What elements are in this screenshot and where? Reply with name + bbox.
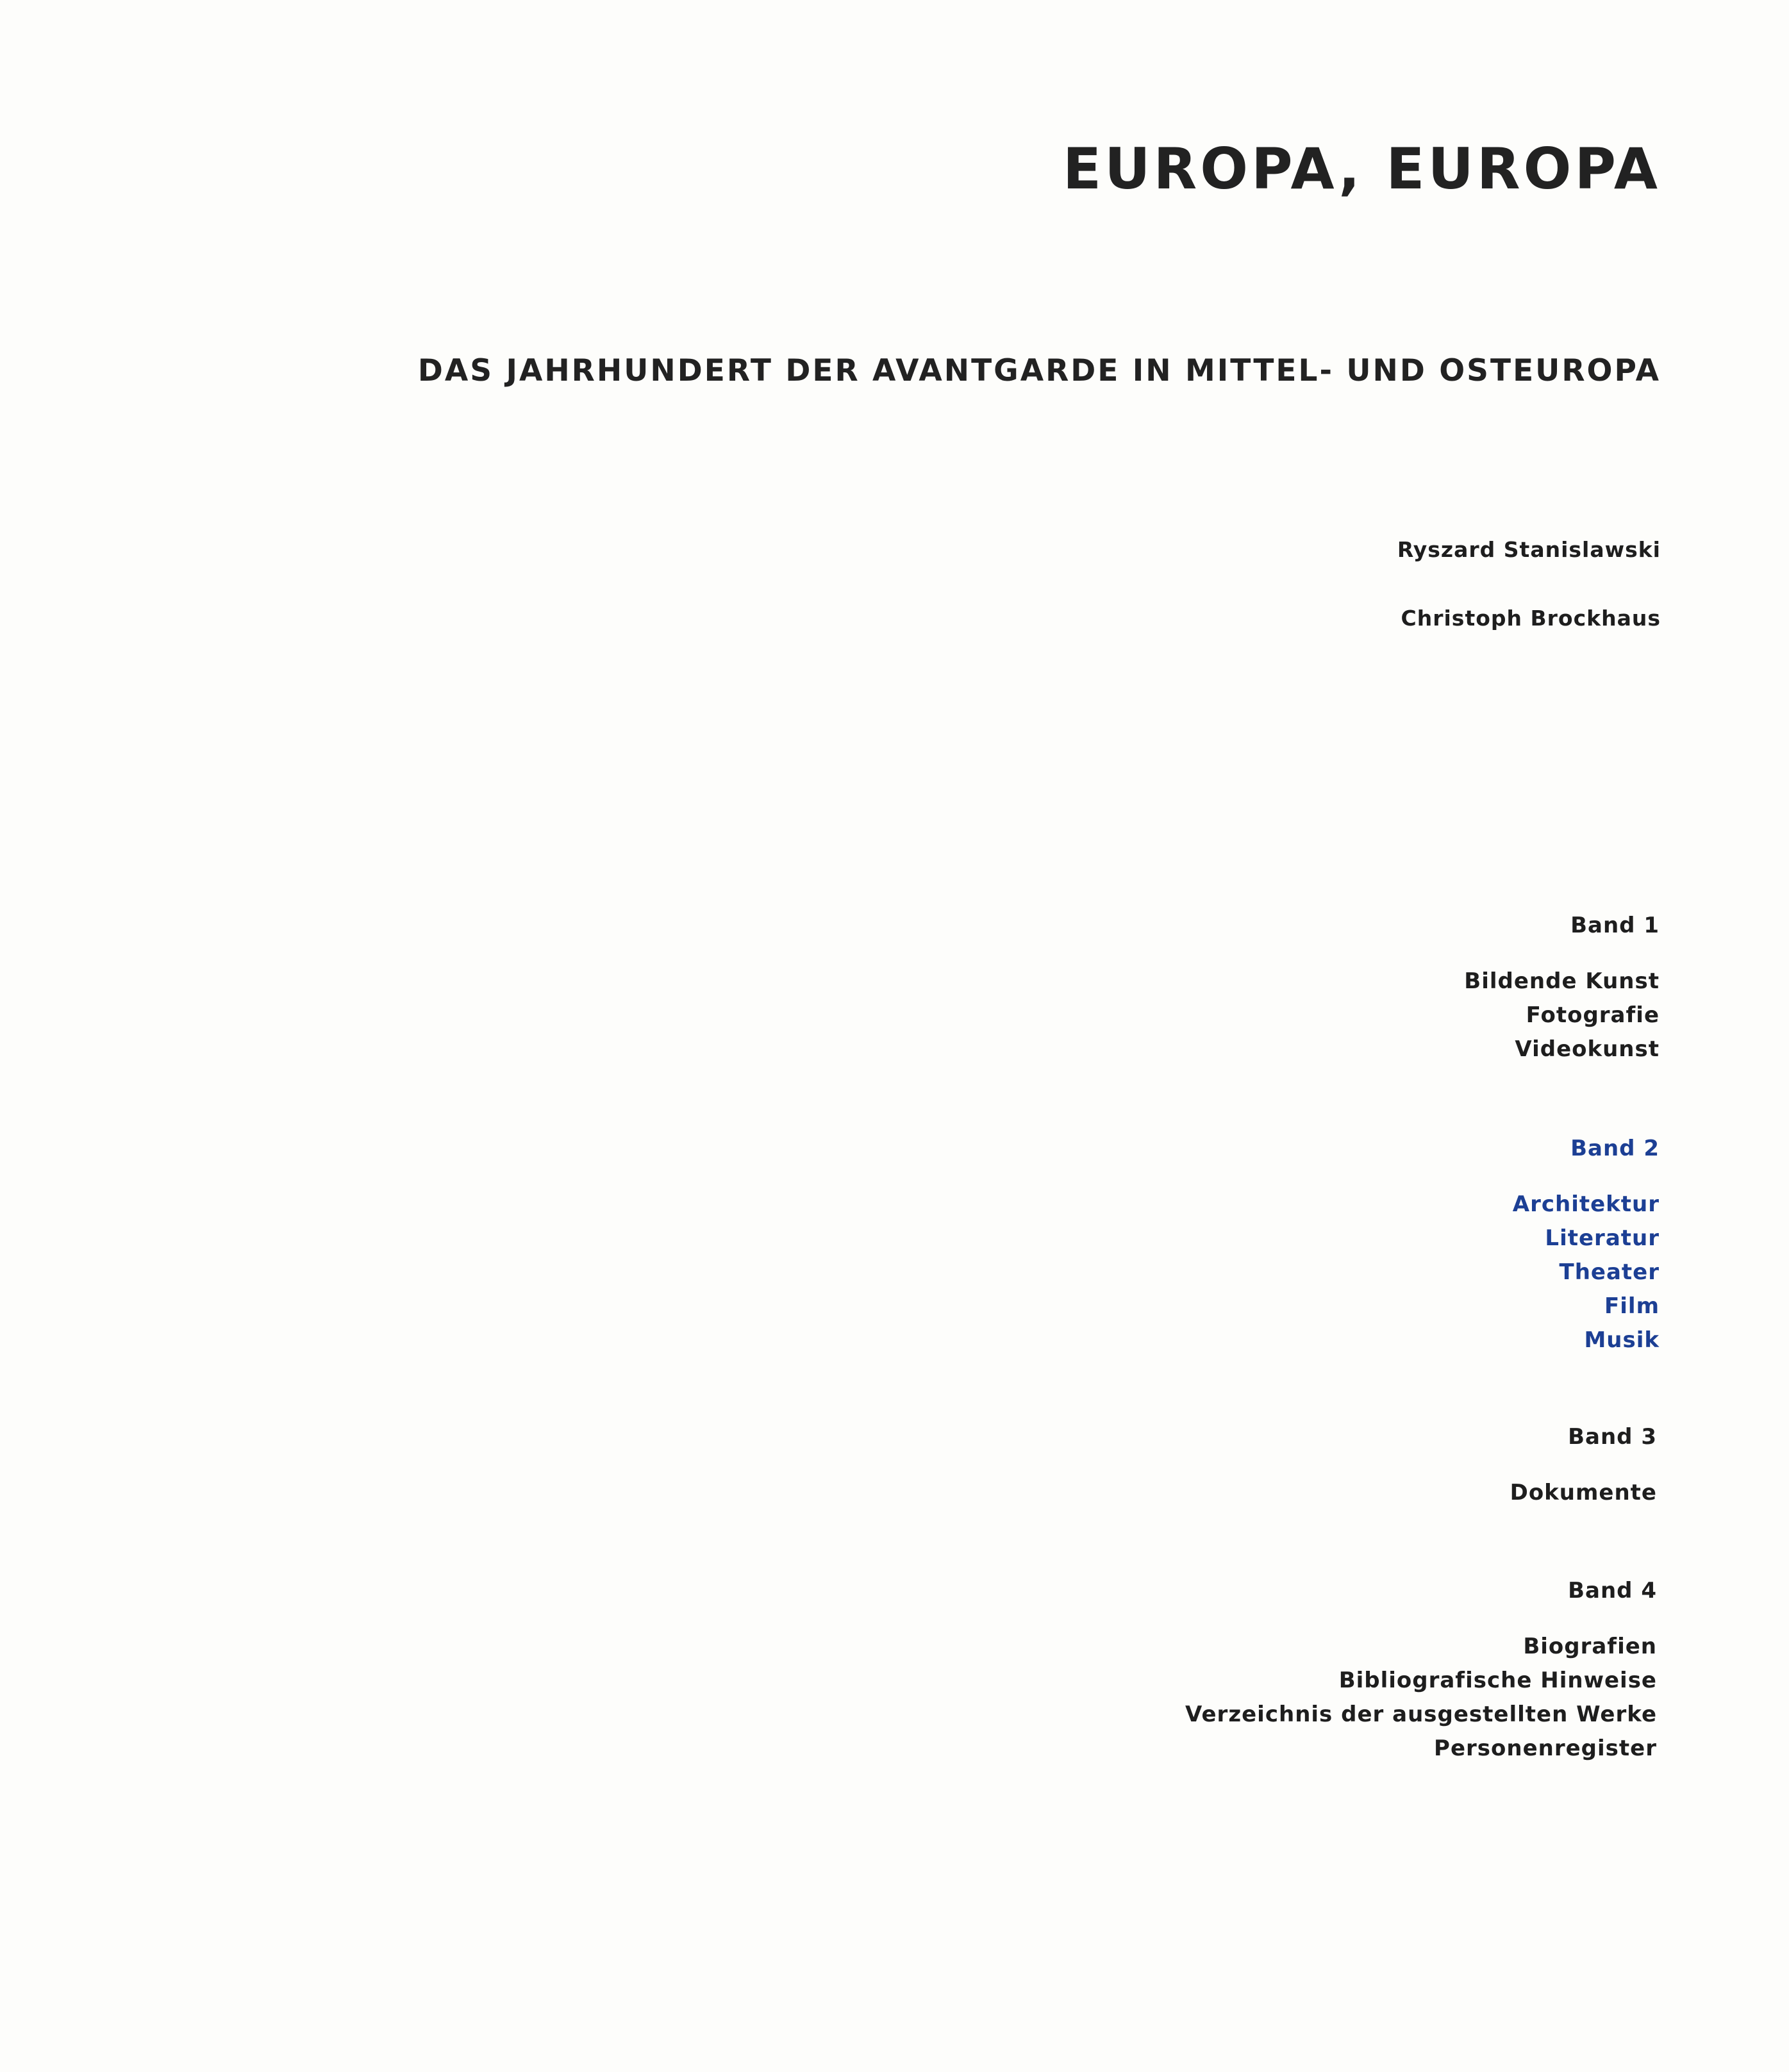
volume-band-4 [1185,1580,1657,1766]
band-topic: Verzeichnis der ausgestellten Werke [1185,1702,1657,1727]
author-name: Christoph Brockhaus [1401,606,1661,631]
volume-band-2 [1513,1138,1660,1357]
band-topic: Bibliografische Hinweise [1338,1668,1657,1693]
band-topic: Dokumente [1510,1480,1657,1505]
band-topic: Architektur [1512,1191,1660,1217]
band-label: Band 1 [1570,913,1660,938]
page-subtitle: DAS JAHRHUNDERT DER AVANTGARDE IN MITTEL- UND OSTEUROPA [417,353,1661,388]
band-topic: Personenregister [1434,1736,1657,1761]
volume-band-3 [1510,1426,1657,1510]
author-name: Ryszard Stanislawski [1397,537,1661,562]
band-label: Band 3 [1568,1424,1657,1450]
volume-band-1 [1464,915,1660,1066]
band-topic: Videokunst [1515,1036,1660,1062]
band-topic: Theater [1559,1259,1660,1285]
band-topic: Biografien [1523,1634,1657,1659]
band-label: Band 4 [1568,1578,1657,1604]
band-topic: Bildende Kunst [1464,968,1660,994]
band-topic: Literatur [1545,1225,1660,1251]
band-topic: Film [1604,1293,1660,1319]
page-title: EUROPA, EUROPA [1062,136,1661,202]
band-label: Band 2 [1570,1136,1660,1161]
band-topic: Musik [1584,1327,1660,1353]
band-topic: Fotografie [1526,1002,1660,1028]
